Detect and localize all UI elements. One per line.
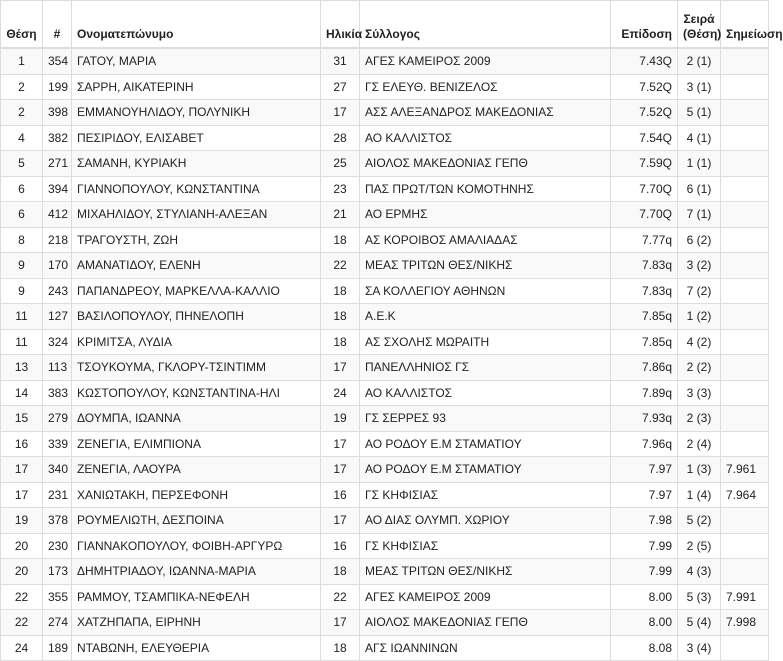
table-row xyxy=(1,380,769,406)
cell-place: 1 xyxy=(1,48,43,74)
cell-club: ΠΑΝΕΛΛΗΝΙΟΣ ΓΣ xyxy=(360,355,611,381)
cell-club: ΑΓΕΣ ΚΑΜΕΙΡΟΣ 2009 xyxy=(360,48,611,74)
cell-age: 22 xyxy=(321,253,360,279)
cell-heat: 2 (1) xyxy=(678,48,721,74)
cell-bib: 412 xyxy=(43,202,72,228)
cell-performance: 8.08 xyxy=(611,635,678,661)
cell-name: ΔΗΜΗΤΡΙΑΔΟΥ, ΙΩΑΝΝΑ-ΜΑΡΙΑ xyxy=(72,559,321,585)
cell-heat: 6 (2) xyxy=(678,227,721,253)
cell-club: ΓΣ ΚΗΦΙΣΙΑΣ xyxy=(360,482,611,508)
cell-bib: 173 xyxy=(43,559,72,585)
cell-name: ΖΕΝΕΓΙΑ, ΛΑΟΥΡΑ xyxy=(72,457,321,483)
cell-place: 17 xyxy=(1,457,43,483)
cell-age: 17 xyxy=(321,431,360,457)
cell-heat: 2 (4) xyxy=(678,431,721,457)
cell-performance: 8.00 xyxy=(611,610,678,636)
cell-note xyxy=(721,508,769,534)
cell-performance: 7.89q xyxy=(611,380,678,406)
cell-performance: 7.70Q xyxy=(611,176,678,202)
cell-heat: 1 (3) xyxy=(678,457,721,483)
cell-heat: 4 (1) xyxy=(678,125,721,151)
table-row xyxy=(1,176,769,202)
cell-place: 2 xyxy=(1,100,43,126)
table-row xyxy=(1,559,769,585)
cell-note xyxy=(721,278,769,304)
cell-age: 24 xyxy=(321,380,360,406)
cell-age: 18 xyxy=(321,329,360,355)
cell-heat: 4 (2) xyxy=(678,329,721,355)
cell-club: ΑΟ ΚΑΛΛΙΣΤΟΣ xyxy=(360,380,611,406)
cell-heat: 3 (3) xyxy=(678,380,721,406)
cell-performance: 7.97 xyxy=(611,457,678,483)
cell-age: 18 xyxy=(321,278,360,304)
table-row xyxy=(1,48,769,74)
cell-bib: 127 xyxy=(43,304,72,330)
cell-bib: 340 xyxy=(43,457,72,483)
cell-place: 13 xyxy=(1,355,43,381)
cell-performance: 7.83q xyxy=(611,253,678,279)
cell-club: ΑΣ ΚΟΡΟΙΒΟΣ ΑΜΑΛΙΑΔΑΣ xyxy=(360,227,611,253)
cell-performance: 7.83q xyxy=(611,278,678,304)
cell-club: ΓΣ ΕΛΕΥΘ. ΒΕΝΙΖΕΛΟΣ xyxy=(360,74,611,100)
table-row xyxy=(1,482,769,508)
header-age[interactable]: Ηλικία xyxy=(321,1,360,49)
table-row xyxy=(1,457,769,483)
cell-name: ΣΑΡΡΗ, ΑΙΚΑΤΕΡΙΝΗ xyxy=(72,74,321,100)
cell-heat: 1 (4) xyxy=(678,482,721,508)
cell-performance: 7.52Q xyxy=(611,100,678,126)
cell-bib: 339 xyxy=(43,431,72,457)
cell-note xyxy=(721,176,769,202)
cell-bib: 230 xyxy=(43,533,72,559)
cell-heat: 5 (2) xyxy=(678,508,721,534)
table-row xyxy=(1,227,769,253)
header-name[interactable]: Ονοματεπώνυμο xyxy=(72,1,321,49)
cell-note xyxy=(721,635,769,661)
cell-age: 28 xyxy=(321,125,360,151)
cell-club: ΑΣΣ ΑΛΕΞΑΝΔΡΟΣ ΜΑΚΕΔΟΝΙΑΣ xyxy=(360,100,611,126)
header-club[interactable]: Σύλλογος xyxy=(360,1,611,49)
cell-club: ΑΓΕΣ ΚΑΜΕΙΡΟΣ 2009 xyxy=(360,584,611,610)
cell-note: 7.991 xyxy=(721,584,769,610)
cell-performance: 7.97 xyxy=(611,482,678,508)
cell-performance: 7.99 xyxy=(611,533,678,559)
cell-performance: 7.70Q xyxy=(611,202,678,228)
table-row xyxy=(1,635,769,661)
table-row xyxy=(1,329,769,355)
cell-note xyxy=(721,533,769,559)
cell-place: 20 xyxy=(1,559,43,585)
cell-bib: 199 xyxy=(43,74,72,100)
cell-name: ΚΡΙΜΙΤΣΑ, ΛΥΔΙΑ xyxy=(72,329,321,355)
cell-performance: 7.85q xyxy=(611,304,678,330)
cell-note xyxy=(721,304,769,330)
cell-performance: 7.96q xyxy=(611,431,678,457)
table-row xyxy=(1,304,769,330)
cell-place: 24 xyxy=(1,635,43,661)
cell-name: ΓΑΤΟΥ, ΜΑΡΙΑ xyxy=(72,48,321,74)
cell-heat: 3 (1) xyxy=(678,74,721,100)
cell-heat: 6 (1) xyxy=(678,176,721,202)
cell-age: 17 xyxy=(321,355,360,381)
cell-bib: 383 xyxy=(43,380,72,406)
cell-place: 9 xyxy=(1,278,43,304)
cell-performance: 7.86q xyxy=(611,355,678,381)
cell-club: ΣΑ ΚΟΛΛΕΓΙΟΥ ΑΘΗΝΩΝ xyxy=(360,278,611,304)
cell-place: 9 xyxy=(1,253,43,279)
cell-club: ΑΓΣ ΙΩΑΝΝΙΝΩΝ xyxy=(360,635,611,661)
table-row xyxy=(1,533,769,559)
cell-name: ΒΑΣΙΛΟΠΟΥΛΟΥ, ΠΗΝΕΛΟΠΗ xyxy=(72,304,321,330)
cell-place: 11 xyxy=(1,329,43,355)
cell-performance: 7.54Q xyxy=(611,125,678,151)
cell-note xyxy=(721,355,769,381)
cell-age: 23 xyxy=(321,176,360,202)
cell-note xyxy=(721,151,769,177)
cell-note xyxy=(721,202,769,228)
cell-performance: 7.59Q xyxy=(611,151,678,177)
cell-age: 17 xyxy=(321,610,360,636)
cell-bib: 378 xyxy=(43,508,72,534)
header-bib[interactable]: # xyxy=(43,1,72,49)
cell-place: 15 xyxy=(1,406,43,432)
table-row xyxy=(1,278,769,304)
cell-name: ΡΟΥΜΕΛΙΩΤΗ, ΔΕΣΠΟΙΝΑ xyxy=(72,508,321,534)
table-row xyxy=(1,508,769,534)
cell-performance: 7.93q xyxy=(611,406,678,432)
cell-name: ΠΕΣΙΡΙΔΟΥ, ΕΛΙΣΑΒΕΤ xyxy=(72,125,321,151)
cell-bib: 398 xyxy=(43,100,72,126)
cell-performance: 7.43Q xyxy=(611,48,678,74)
cell-heat: 1 (2) xyxy=(678,304,721,330)
cell-performance: 7.77q xyxy=(611,227,678,253)
table-row xyxy=(1,355,769,381)
cell-heat: 5 (4) xyxy=(678,610,721,636)
cell-age: 18 xyxy=(321,304,360,330)
cell-heat: 2 (5) xyxy=(678,533,721,559)
cell-bib: 218 xyxy=(43,227,72,253)
cell-heat: 1 (1) xyxy=(678,151,721,177)
cell-performance: 7.99 xyxy=(611,559,678,585)
cell-note xyxy=(721,380,769,406)
table-row xyxy=(1,406,769,432)
cell-club: ΑΟ ΡΟΔΟΥ Ε.Μ ΣΤΑΜΑΤΙΟΥ xyxy=(360,431,611,457)
cell-club: ΑΟ ΚΑΛΛΙΣΤΟΣ xyxy=(360,125,611,151)
cell-name: ΕΜΜΑΝΟΥΗΛΙΔΟΥ, ΠΟΛΥΝΙΚΗ xyxy=(72,100,321,126)
cell-place: 19 xyxy=(1,508,43,534)
cell-bib: 394 xyxy=(43,176,72,202)
cell-name: ΜΙΧΑΗΛΙΔΟΥ, ΣΤΥΛΙΑΝΗ-ΑΛΕΞΑΝ xyxy=(72,202,321,228)
cell-heat: 3 (2) xyxy=(678,253,721,279)
table-row xyxy=(1,431,769,457)
cell-bib: 382 xyxy=(43,125,72,151)
cell-club: ΓΣ ΚΗΦΙΣΙΑΣ xyxy=(360,533,611,559)
cell-name: ΧΑΝΙΩΤΑΚΗ, ΠΕΡΣΕΦΟΝΗ xyxy=(72,482,321,508)
cell-name: ΤΣΟΥΚΟΥΜΑ, ΓΚΛΟΡΥ-ΤΣΙΝΤΙΜΜ xyxy=(72,355,321,381)
cell-heat: 4 (3) xyxy=(678,559,721,585)
cell-bib: 355 xyxy=(43,584,72,610)
cell-bib: 243 xyxy=(43,278,72,304)
cell-club: ΑΟ ΕΡΜΗΣ xyxy=(360,202,611,228)
cell-place: 17 xyxy=(1,482,43,508)
cell-performance: 8.00 xyxy=(611,584,678,610)
cell-place: 4 xyxy=(1,125,43,151)
cell-name: ΚΩΣΤΟΠΟΥΛΟΥ, ΚΩΝΣΤΑΝΤΙΝΑ-ΗΛΙ xyxy=(72,380,321,406)
cell-club: Α.Ε.Κ xyxy=(360,304,611,330)
cell-place: 2 xyxy=(1,74,43,100)
cell-heat: 5 (1) xyxy=(678,100,721,126)
table-row xyxy=(1,74,769,100)
cell-club: ΑΣ ΣΧΟΛΗΣ ΜΩΡΑΙΤΗ xyxy=(360,329,611,355)
cell-age: 16 xyxy=(321,482,360,508)
cell-heat: 3 (4) xyxy=(678,635,721,661)
cell-note xyxy=(721,253,769,279)
cell-age: 17 xyxy=(321,508,360,534)
cell-age: 19 xyxy=(321,406,360,432)
cell-age: 18 xyxy=(321,227,360,253)
header-notes[interactable]: Σημείωση xyxy=(721,1,769,49)
cell-name: ΝΤΑΒΩΝΗ, ΕΛΕΥΘΕΡΙΑ xyxy=(72,635,321,661)
cell-age: 21 xyxy=(321,202,360,228)
table-row xyxy=(1,253,769,279)
cell-bib: 324 xyxy=(43,329,72,355)
cell-name: ΖΕΝΕΓΙΑ, ΕΛΙΜΠΙΟΝΑ xyxy=(72,431,321,457)
cell-bib: 279 xyxy=(43,406,72,432)
cell-note: 7.998 xyxy=(721,610,769,636)
cell-place: 8 xyxy=(1,227,43,253)
cell-heat: 7 (2) xyxy=(678,278,721,304)
cell-age: 16 xyxy=(321,533,360,559)
cell-note xyxy=(721,406,769,432)
cell-heat: 5 (3) xyxy=(678,584,721,610)
cell-age: 18 xyxy=(321,559,360,585)
cell-place: 5 xyxy=(1,151,43,177)
cell-club: ΠΑΣ ΠΡΩΤ/ΤΩΝ ΚΟΜΟΤΗΝΗΣ xyxy=(360,176,611,202)
cell-age: 17 xyxy=(321,457,360,483)
cell-place: 6 xyxy=(1,176,43,202)
cell-club: ΓΣ ΣΕΡΡΕΣ 93 xyxy=(360,406,611,432)
table-row xyxy=(1,202,769,228)
header-place[interactable]: Θέση xyxy=(1,1,43,49)
header-heat-line2: (Θέση) xyxy=(683,27,722,41)
header-performance[interactable]: Επίδοση xyxy=(611,1,678,49)
cell-age: 27 xyxy=(321,74,360,100)
cell-place: 11 xyxy=(1,304,43,330)
cell-note xyxy=(721,125,769,151)
table-row xyxy=(1,151,769,177)
cell-note xyxy=(721,559,769,585)
cell-age: 18 xyxy=(321,635,360,661)
cell-bib: 354 xyxy=(43,48,72,74)
cell-place: 20 xyxy=(1,533,43,559)
table-row xyxy=(1,100,769,126)
cell-heat: 7 (1) xyxy=(678,202,721,228)
cell-note xyxy=(721,48,769,74)
cell-club: ΑΟ ΔΙΑΣ ΟΛΥΜΠ. ΧΩΡΙΟΥ xyxy=(360,508,611,534)
cell-bib: 271 xyxy=(43,151,72,177)
cell-club: ΜΕΑΣ ΤΡΙΤΩΝ ΘΕΣ/ΝΙΚΗΣ xyxy=(360,253,611,279)
cell-name: ΣΑΜΑΝΗ, ΚΥΡΙΑΚΗ xyxy=(72,151,321,177)
cell-club: ΜΕΑΣ ΤΡΙΤΩΝ ΘΕΣ/ΝΙΚΗΣ xyxy=(360,559,611,585)
cell-heat: 2 (2) xyxy=(678,355,721,381)
header-row xyxy=(1,1,769,49)
cell-name: ΧΑΤΖΗΠΑΠΑ, ΕΙΡΗΝΗ xyxy=(72,610,321,636)
cell-name: ΤΡΑΓΟΥΣΤΗ, ΖΩΗ xyxy=(72,227,321,253)
cell-place: 16 xyxy=(1,431,43,457)
cell-club: ΑΙΟΛΟΣ ΜΑΚΕΔΟΝΙΑΣ ΓΕΠΘ xyxy=(360,151,611,177)
header-heat[interactable] xyxy=(678,1,721,49)
cell-name: ΡΑΜΜΟΥ, ΤΣΑΜΠΙΚΑ-ΝΕΦΕΛΗ xyxy=(72,584,321,610)
table-row xyxy=(1,125,769,151)
cell-bib: 170 xyxy=(43,253,72,279)
cell-place: 14 xyxy=(1,380,43,406)
table-row xyxy=(1,610,769,636)
cell-name: ΓΙΑΝΝΟΠΟΥΛΟΥ, ΚΩΝΣΤΑΝΤΙΝΑ xyxy=(72,176,321,202)
cell-place: 22 xyxy=(1,584,43,610)
cell-place: 22 xyxy=(1,610,43,636)
cell-age: 25 xyxy=(321,151,360,177)
cell-bib: 231 xyxy=(43,482,72,508)
cell-note xyxy=(721,74,769,100)
cell-age: 22 xyxy=(321,584,360,610)
table-row xyxy=(1,584,769,610)
cell-name: ΑΜΑΝΑΤΙΔΟΥ, ΕΛΕΝΗ xyxy=(72,253,321,279)
cell-note: 7.961 xyxy=(721,457,769,483)
cell-performance: 7.52Q xyxy=(611,74,678,100)
cell-note xyxy=(721,329,769,355)
results-body xyxy=(1,48,769,661)
cell-bib: 274 xyxy=(43,610,72,636)
cell-age: 17 xyxy=(321,100,360,126)
cell-note xyxy=(721,431,769,457)
cell-bib: 189 xyxy=(43,635,72,661)
cell-age: 31 xyxy=(321,48,360,74)
cell-name: ΓΙΑΝΝΑΚΟΠΟΥΛΟΥ, ΦΟΙΒΗ-ΑΡΓΥΡΩ xyxy=(72,533,321,559)
cell-performance: 7.98 xyxy=(611,508,678,534)
header-heat-line1: Σειρά xyxy=(683,12,715,26)
cell-bib: 113 xyxy=(43,355,72,381)
cell-note: 7.964 xyxy=(721,482,769,508)
cell-name: ΠΑΠΑΝΔΡΕΟΥ, ΜΑΡΚΕΛΛΑ-ΚΑΛΛΙΟ xyxy=(72,278,321,304)
cell-heat: 2 (3) xyxy=(678,406,721,432)
cell-club: ΑΟ ΡΟΔΟΥ Ε.Μ ΣΤΑΜΑΤΙΟΥ xyxy=(360,457,611,483)
cell-name: ΔΟΥΜΠΑ, ΙΩΑΝΝΑ xyxy=(72,406,321,432)
cell-note xyxy=(721,227,769,253)
cell-performance: 7.85q xyxy=(611,329,678,355)
cell-club: ΑΙΟΛΟΣ ΜΑΚΕΔΟΝΙΑΣ ΓΕΠΘ xyxy=(360,610,611,636)
cell-note xyxy=(721,100,769,126)
cell-place: 6 xyxy=(1,202,43,228)
